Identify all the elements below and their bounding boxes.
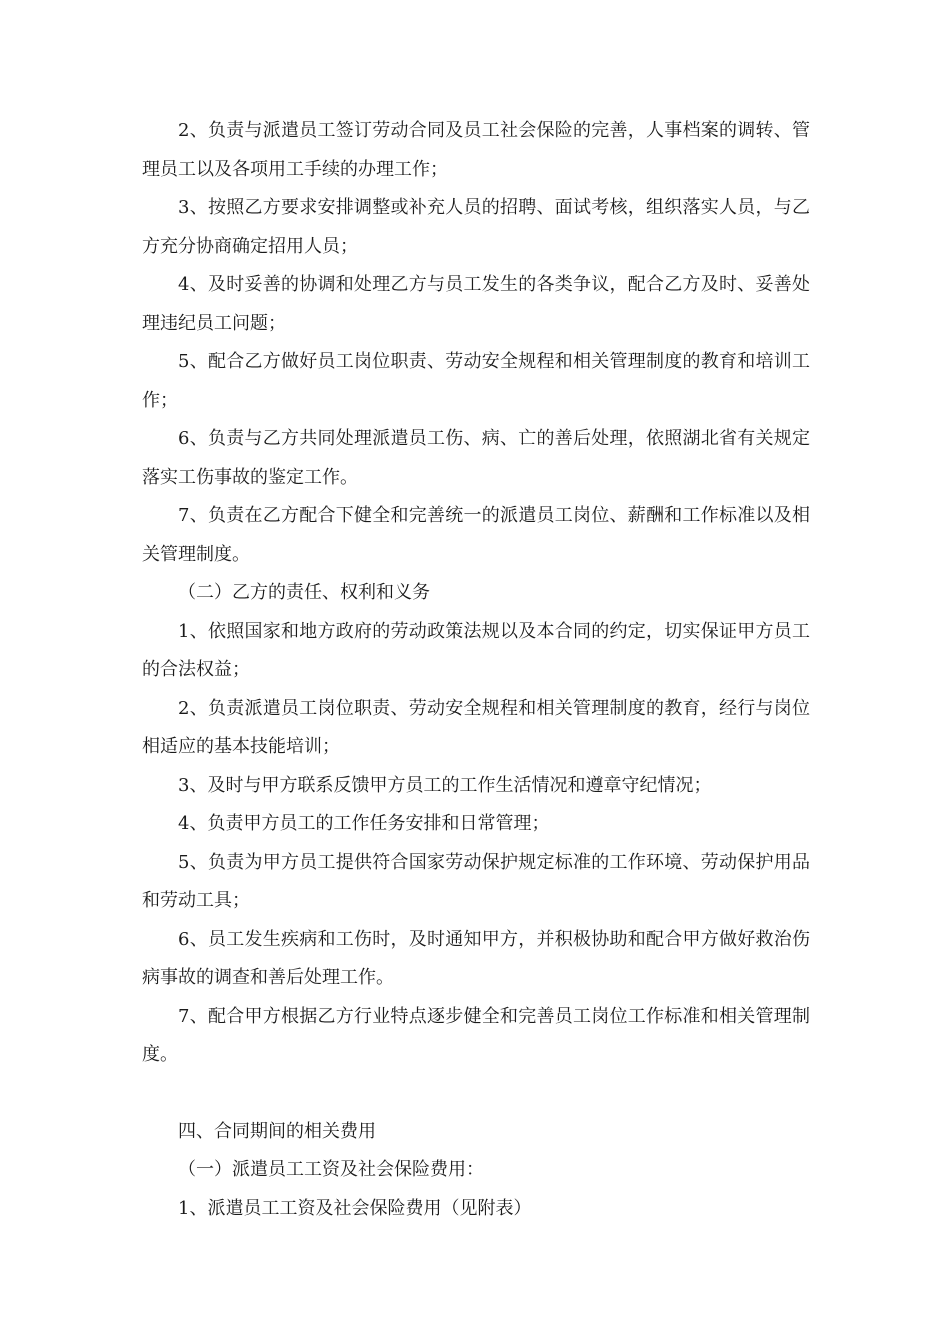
document-page [142, 112, 810, 1228]
party-a-duty-5: 5、配合乙方做好员工岗位职责、劳动安全规程和相关管理制度的教育和培训工作； [142, 351, 810, 411]
section-spacer [142, 1075, 810, 1113]
section-four-title: 四、合同期间的相关费用 [178, 1120, 376, 1142]
party-b-heading: （二）乙方的责任、权利和义务 [178, 582, 430, 603]
section-four-item-1: 1、派遣员工工资及社会保险费用（见附表） [178, 1197, 532, 1219]
party-b-duty-5: 5、负责为甲方员工提供符合国家劳动保护规定标准的工作环境、劳动保护用品和劳动工具； [142, 851, 810, 911]
party-b-duty-2: 2、负责派遣员工岗位职责、劳动安全规程和相关管理制度的教育，经行与岗位相适应的基本技能培训； [142, 697, 810, 757]
section-four-subheading: （一）派遣员工工资及社会保险费用： [178, 1159, 484, 1180]
party-a-duty-6: 6、负责与乙方共同处理派遣员工伤、病、亡的善后处理，依照湖北省有关规定落实工伤事故的鉴定工作。 [142, 428, 810, 488]
party-b-duty-6: 6、员工发生疾病和工伤时，及时通知甲方，并积极协助和配合甲方做好救治伤病事故的调查和善后处理工作。 [142, 928, 810, 988]
party-b-duty-4: 4、负责甲方员工的工作任务安排和日常管理； [178, 813, 550, 834]
party-b-duty-7: 7、配合甲方根据乙方行业特点逐步健全和完善员工岗位工作标准和相关管理制度。 [142, 1005, 810, 1065]
party-a-duty-7: 7、负责在乙方配合下健全和完善统一的派遣员工岗位、薪酬和工作标准以及相关管理制度。 [142, 505, 810, 565]
party-a-duty-3: 3、按照乙方要求安排调整或补充人员的招聘、面试考核，组织落实人员，与乙方充分协商确定招用人员； [142, 197, 810, 257]
party-b-duty-3: 3、及时与甲方联系反馈甲方员工的工作生活情况和遵章守纪情况； [178, 774, 712, 796]
party-a-duty-2: 2、负责与派遣员工签订劳动合同及员工社会保险的完善，人事档案的调转、管理员工以及各项用工手续的办理工作； [142, 120, 810, 180]
party-a-duty-4: 4、及时妥善的协调和处理乙方与员工发生的各类争议，配合乙方及时、妥善处理违纪员工问题； [142, 274, 810, 334]
party-b-duty-1: 1、依照国家和地方政府的劳动政策法规以及本合同的约定，切实保证甲方员工的合法权益； [142, 620, 810, 680]
